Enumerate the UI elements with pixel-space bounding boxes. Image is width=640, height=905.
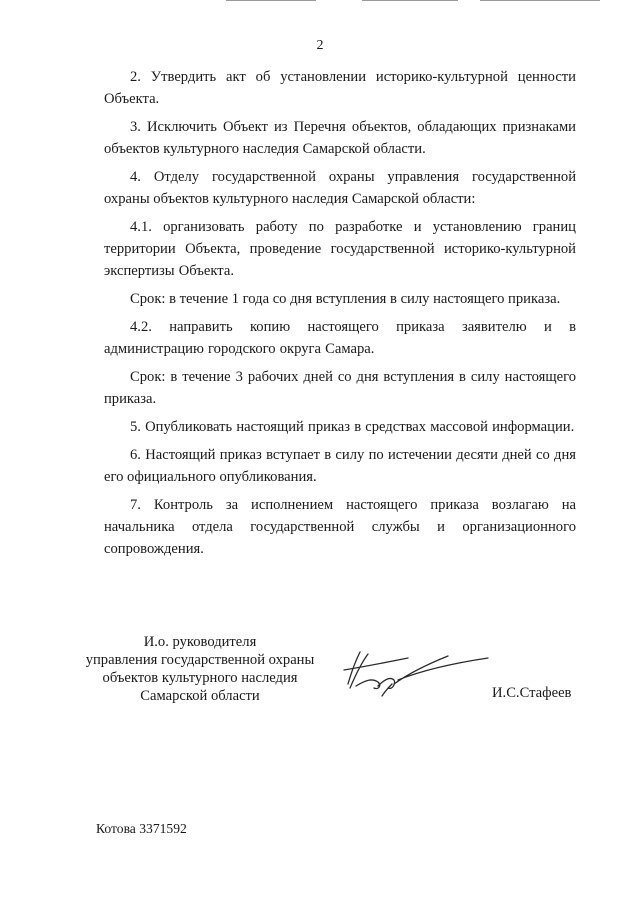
position-line: управления государственной охраны bbox=[85, 652, 315, 668]
paragraph-item-4-1: 4.1. организовать работу по разработке и установлению границ территории Объекта, проведение государственной историко-культурной экспертизы Объекта. bbox=[104, 219, 576, 279]
header-rule bbox=[226, 0, 316, 1]
paragraph-item-5: 5. Опубликовать настоящий приказ в средствах массовой информации. bbox=[130, 419, 575, 435]
paragraph-item-7: 7. Контроль за исполнением настоящего приказа возлагаю на начальника отдела государственной службы и организационного сопровождения. bbox=[104, 497, 576, 557]
paragraph-item-6: 6. Настоящий приказ вступает в силу по истечении десяти дней со дня его официального опубликования. bbox=[104, 447, 576, 485]
page-number: 2 bbox=[316, 38, 324, 53]
paragraph-item-2: 2. Утвердить акт об установлении историко-культурной ценности Объекта. bbox=[104, 69, 576, 107]
document-body bbox=[104, 66, 576, 566]
header-rule bbox=[480, 0, 600, 1]
header-rule bbox=[362, 0, 458, 1]
handwritten-signature bbox=[338, 640, 498, 704]
position-line: объектов культурного наследия bbox=[102, 670, 298, 686]
paragraph-item-4: 4. Отделу государственной охраны управления государственной охраны объектов культурного наследия Самарской области: bbox=[104, 169, 576, 207]
deadline-4-1: Срок: в течение 1 года со дня вступления в силу настоящего приказа. bbox=[130, 291, 561, 307]
deadline-4-2: Срок: в течение 3 рабочих дней со дня вступления в силу настоящего приказа. bbox=[104, 369, 576, 407]
executor-note: Котова 3371592 bbox=[96, 821, 187, 836]
paragraph-item-3: 3. Исключить Объект из Перечня объектов, обладающих признаками объектов культурного наследия Самарской области. bbox=[104, 119, 576, 157]
paragraph-item-4-2: 4.2. направить копию настоящего приказа заявителю и в администрацию городского округа Самара. bbox=[104, 319, 576, 357]
signatory-position bbox=[60, 633, 340, 705]
position-line: Самарской области bbox=[140, 688, 260, 704]
signer-name: И.С.Стафеев bbox=[492, 685, 572, 701]
position-line: И.о. руководителя bbox=[143, 634, 257, 650]
